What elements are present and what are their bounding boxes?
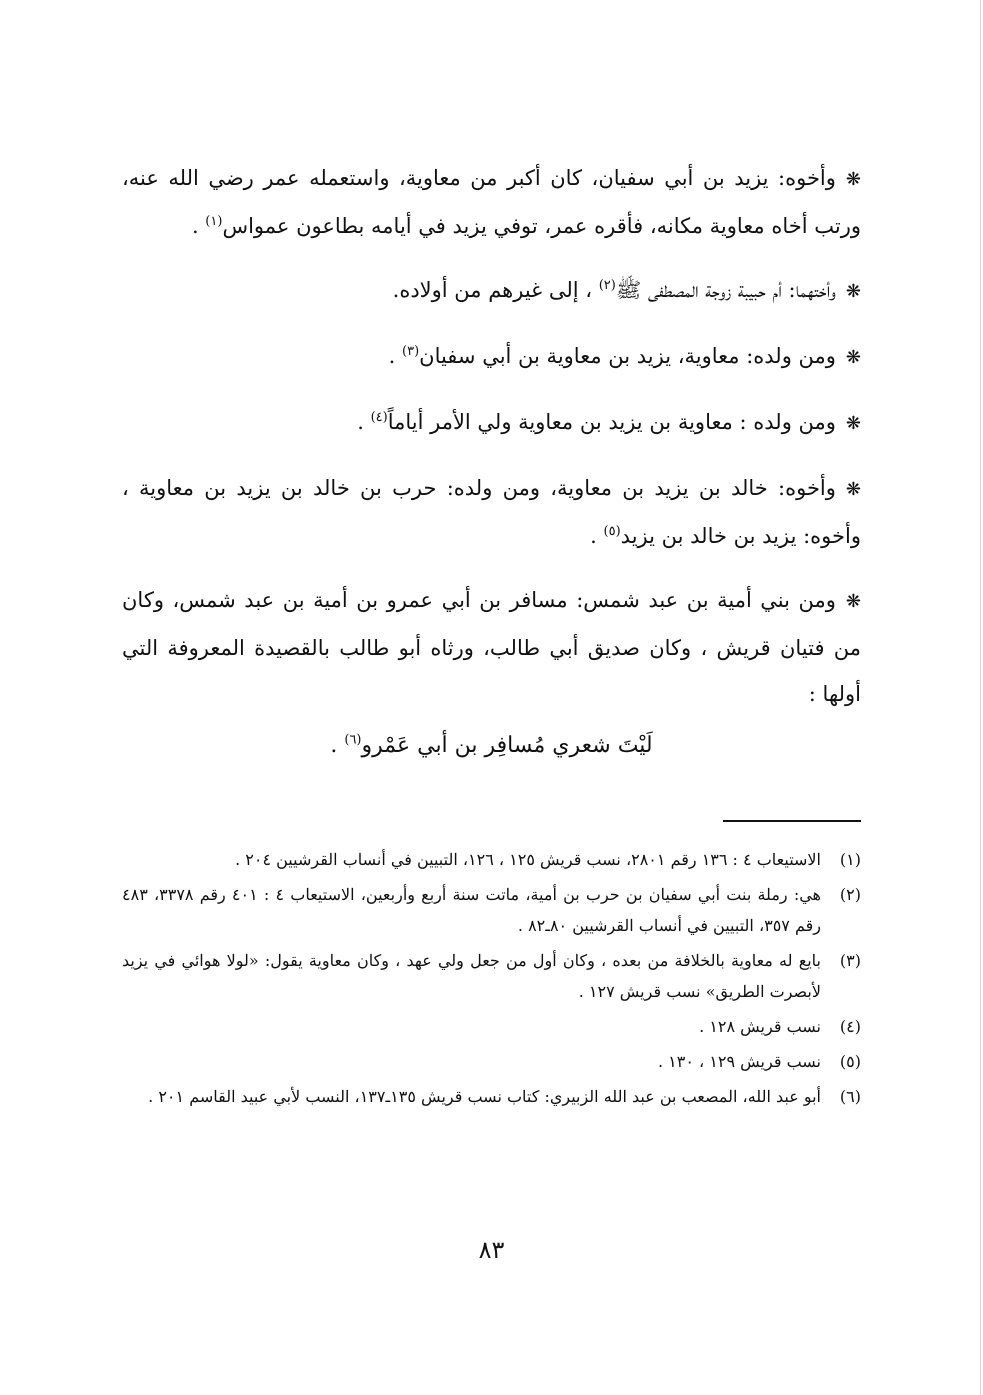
paragraph-text: وأخوه: يزيد بن أبي سفيان، كان أكبر من معاوية، واستعمله عمر رضي الله عنه، ورتب أخاه معاوية مكانه، فأقره عمر، توفي يزيد في أيامه بطاعون عمواس: [122, 166, 861, 238]
footnote-2: [122, 879, 861, 941]
footnote-text: الاستيعاب ٤ : ١٣٦ رقم ٢٨٠١، نسب قريش ١٢٥ ، ١٢٦، التبيين في أنساب القرشيين ٢٠٤ .: [235, 850, 821, 869]
page-number: ٨٣: [478, 1236, 505, 1264]
footnote-number: (٣): [839, 951, 861, 970]
footnote-text: هي: رملة بنت أبي سفيان بن حرب بن أمية، ماتت سنة أربع وأربعين، الاستيعاب ٤ : ٤٠١ رقم ٣٣٧٨، ٤٨٣ رقم ٣٥٧، التبيين في أنساب القرشيين ٨٠ـ٨٢ .: [122, 885, 821, 935]
paragraph-end: .: [388, 344, 402, 368]
paragraph-end: .: [191, 214, 206, 238]
footnote-ref: (١): [205, 214, 223, 229]
footnote-ref: (٢): [598, 278, 616, 293]
footnote-text: نسب قريش ١٢٩ ، ١٣٠ .: [657, 1052, 821, 1071]
verse-text: لَيْتَ شعري مُسافِر بن أبي عَمْرو: [361, 733, 653, 758]
main-text: [122, 155, 861, 769]
paragraph-4: [122, 399, 861, 447]
footnote-ref: (٥): [603, 524, 621, 539]
scan-edge-line: [980, 0, 981, 1395]
paragraph-text: ومن ولده: معاوية، يزيد بن معاوية بن أبي سفيان: [419, 344, 836, 368]
paragraph-end: .: [590, 524, 604, 548]
footnotes: [122, 844, 861, 1116]
footnote-5: [122, 1046, 861, 1077]
footnote-number: (١): [839, 850, 861, 869]
paragraph-2: [122, 267, 861, 315]
footnote-3: [122, 945, 861, 1007]
footnote-text: بايع له معاوية بالخلافة من بعده ، وكان أول من جعل ولي عهد ، وكان معاوية يقول: «لولا هوائي في يزيد لأبصرت الطريق» نسب قريش ١٢٧ .: [122, 951, 821, 1001]
footnote-separator: [723, 820, 861, 822]
paragraph-end: ، إلى غيرهم من أولاده.: [392, 278, 599, 302]
paragraph-1: [122, 155, 861, 249]
paragraph-3: [122, 333, 861, 381]
asterism-icon: ❋: [845, 169, 861, 190]
footnote-text: نسب قريش ١٢٨ .: [699, 1017, 821, 1036]
poem-verse: [122, 723, 861, 769]
paragraph-text: ومن بني أمية بن عبد شمس: مسافر بن أبي عمرو بن أمية بن عبد شمس، وكان من فتيان قريش ، وكان صديق أبي طالب، ورثاه أبو طالب بالقصيدة المعروفة التي أولها :: [122, 588, 861, 706]
asterism-icon: ❋: [845, 347, 861, 368]
paragraph-text: ومن ولده : معاوية بن يزيد بن معاوية ولي الأمر أياماً: [387, 410, 836, 434]
asterism-icon: ❋: [845, 479, 861, 500]
paragraph-text: وأخوه: خالد بن يزيد بن معاوية، ومن ولده: حرب بن خالد بن يزيد بن معاوية ، وأخوه: يزيد بن خالد بن يزيد: [122, 476, 861, 548]
paragraph-6: [122, 577, 861, 717]
footnote-ref: (٣): [402, 344, 420, 359]
footnote-number: (٥): [839, 1052, 861, 1071]
footnote-number: (٤): [839, 1017, 861, 1036]
asterism-icon: ❋: [845, 591, 861, 612]
footnote-number: (٦): [839, 1087, 861, 1106]
asterism-icon: ❋: [845, 281, 861, 302]
footnote-1: [122, 844, 861, 875]
footnote-ref: (٤): [370, 410, 388, 425]
verse-end: .: [330, 733, 345, 758]
footnote-ref: (٦): [344, 732, 362, 748]
paragraph-5: [122, 465, 861, 559]
footnote-text: أبو عبد الله، المصعب بن عبد الله الزبيري: كتاب نسب قريش ١٣٥ـ١٣٧، النسب لأبي عبيد القاسم ٢٠١ .: [148, 1087, 821, 1106]
footnote-6: [122, 1081, 861, 1112]
footnote-number: (٢): [839, 885, 861, 904]
paragraph-end: .: [357, 410, 371, 434]
paragraph-text: وأختهما: أم حبيبة زوجة المصطفى ﷺ: [615, 278, 836, 302]
asterism-icon: ❋: [845, 413, 861, 434]
footnote-4: [122, 1011, 861, 1042]
